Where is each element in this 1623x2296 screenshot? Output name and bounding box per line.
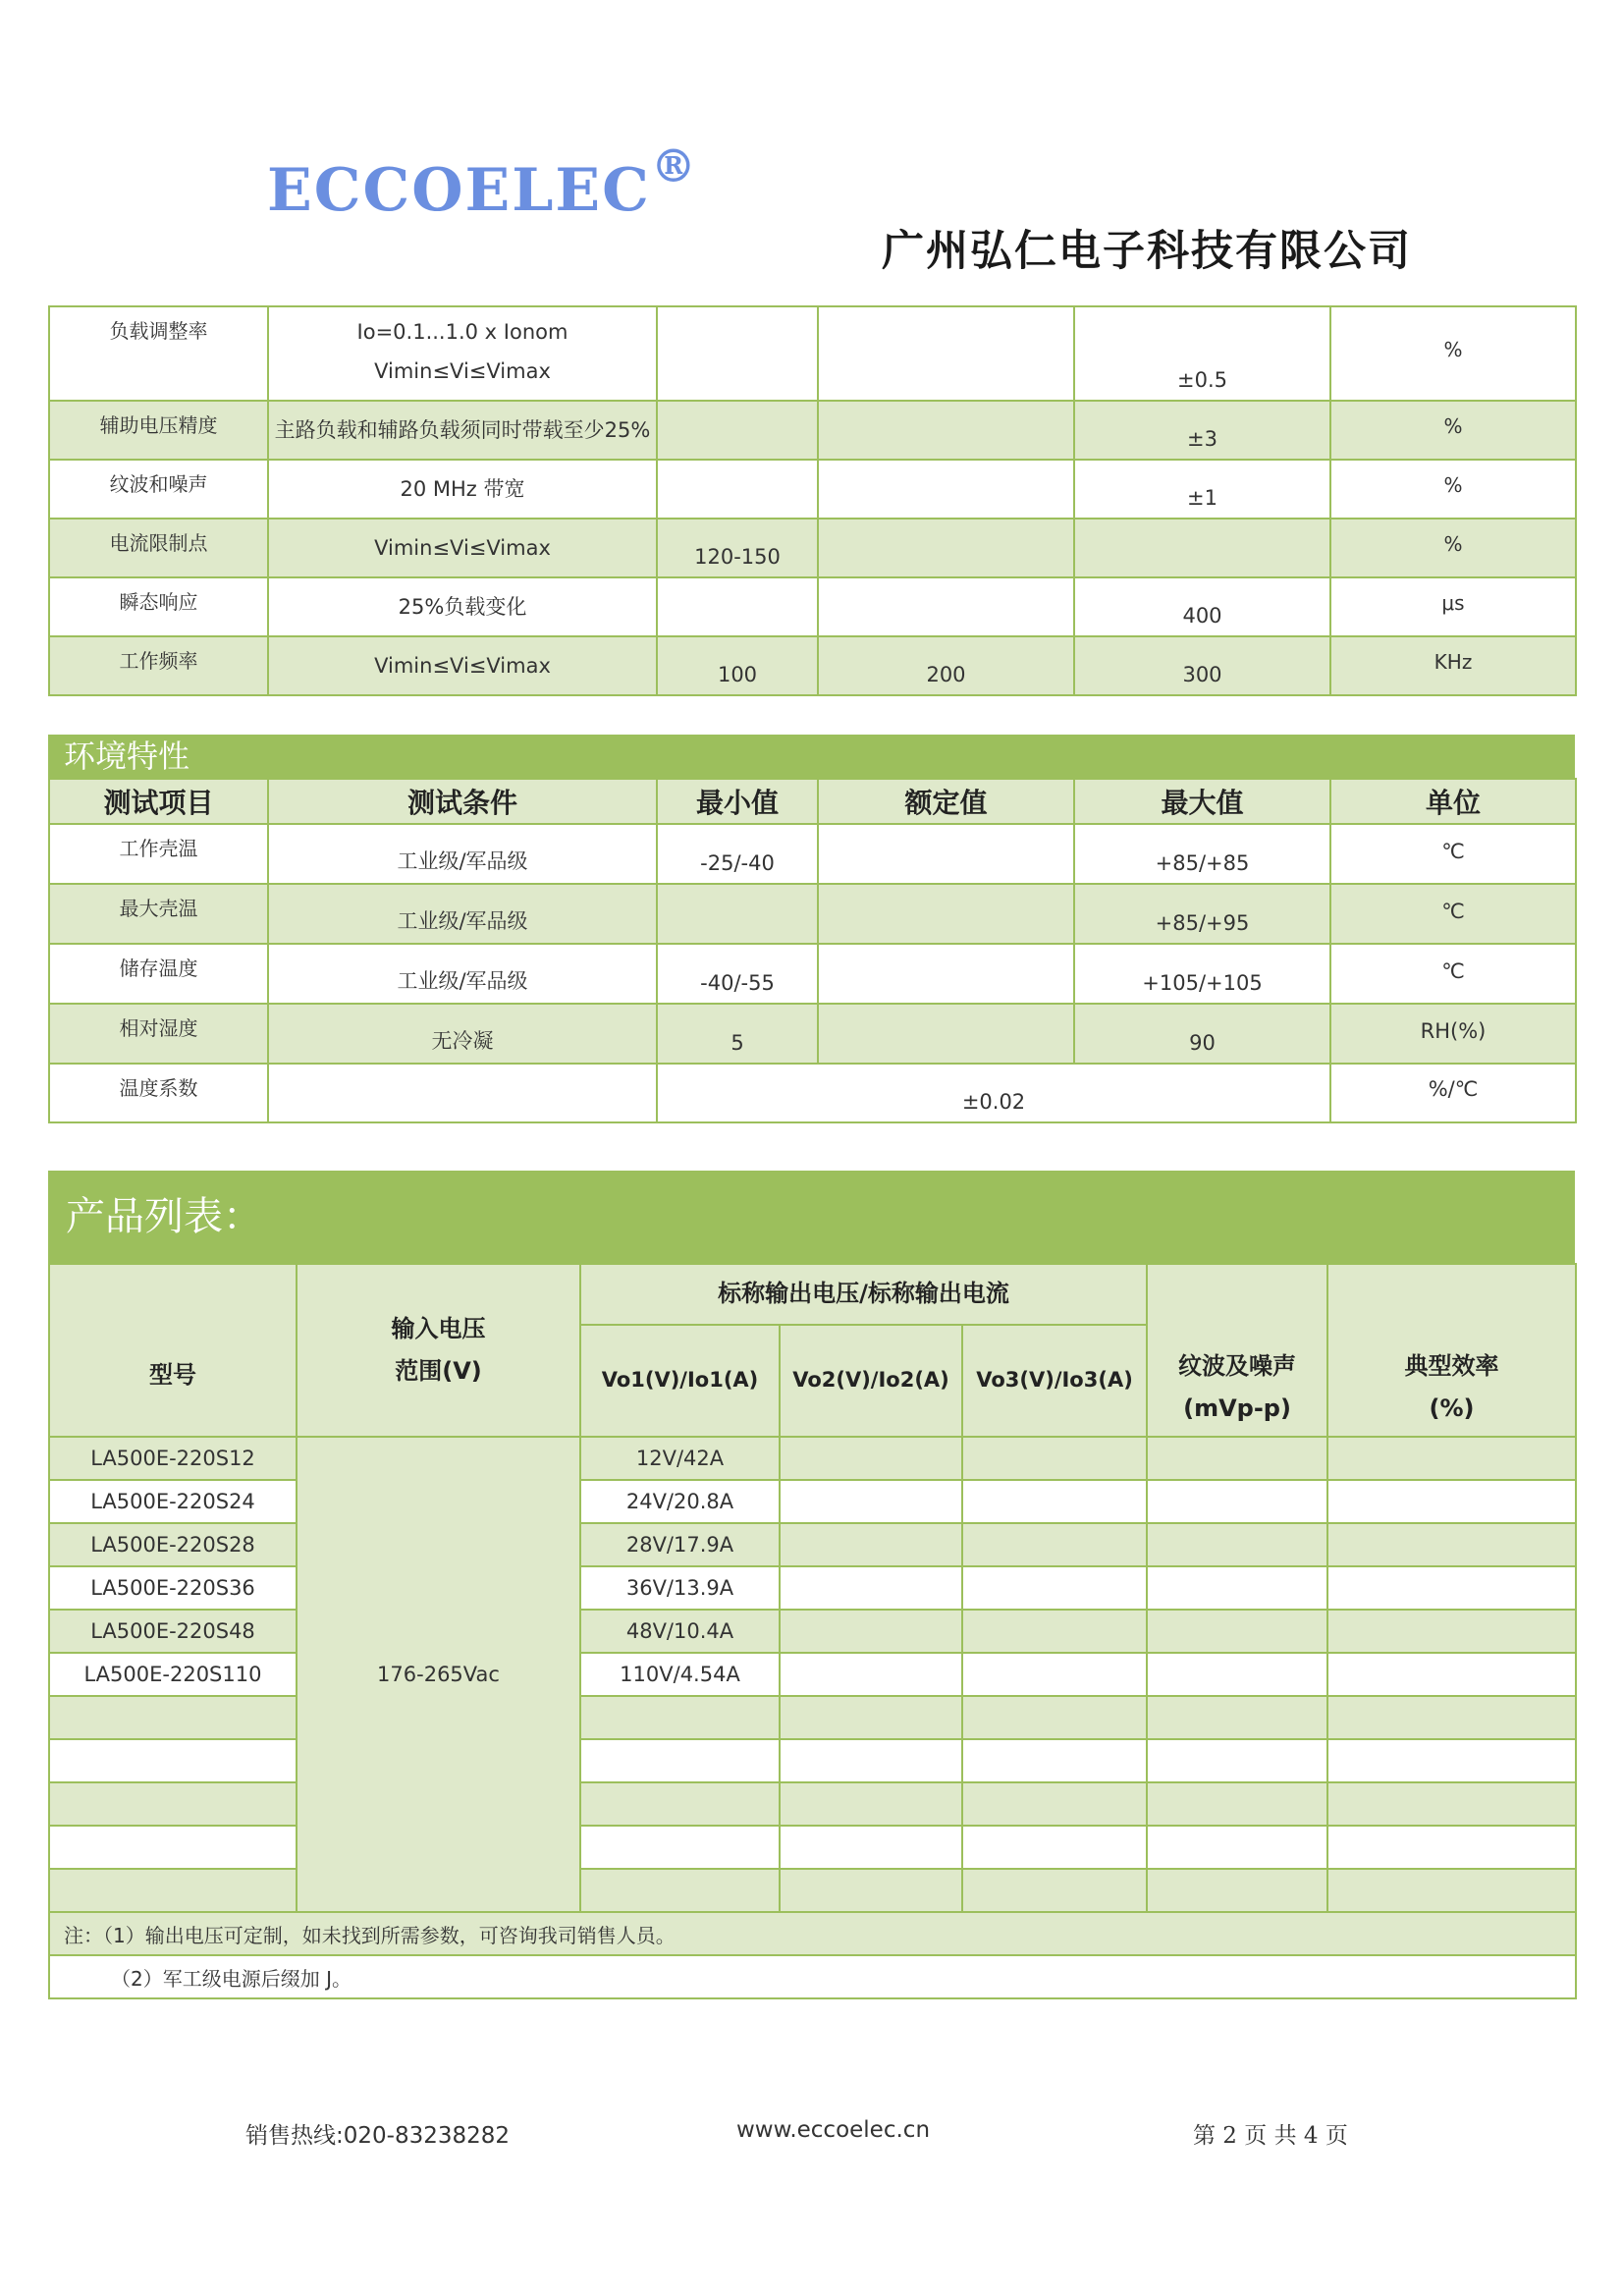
spec-row	[49, 636, 1576, 695]
spec-condition: 25%负载变化	[268, 577, 657, 636]
spec-typ	[818, 306, 1074, 401]
spec-max: ±0.5	[1074, 306, 1330, 401]
header-ripple: 纹波及噪声 (mVp-p)	[1147, 1264, 1327, 1437]
spec-item: 工作频率	[49, 636, 268, 695]
spec-unit: μs	[1330, 577, 1576, 636]
spec-typ: 200	[818, 636, 1074, 695]
env-min: 5	[657, 1004, 818, 1064]
env-cond: 工业级/军品级	[268, 884, 657, 944]
product-vo2	[780, 1437, 962, 1480]
header-output: 标称输出电压/标称输出电流	[580, 1264, 1147, 1325]
env-header: 额定值	[818, 779, 1074, 824]
product-row	[49, 1696, 1576, 1739]
spec-row	[49, 519, 1576, 577]
env-max: +85/+95	[1074, 884, 1330, 944]
env-item: 储存温度	[49, 944, 268, 1004]
product-ripple	[1147, 1696, 1327, 1739]
footer-website[interactable]: www.eccoelec.cn	[736, 2117, 931, 2143]
company-name: 广州弘仁电子科技有限公司	[882, 227, 1412, 276]
env-max: +105/+105	[1074, 944, 1330, 1004]
product-vo3	[962, 1610, 1147, 1653]
product-efficiency	[1327, 1610, 1576, 1653]
header-input-range: 输入电压 范围(V)	[297, 1264, 580, 1437]
product-vo1: 24V/20.8A	[580, 1480, 780, 1523]
product-vo2	[780, 1782, 962, 1826]
product-model	[49, 1826, 297, 1869]
product-vo3	[962, 1480, 1147, 1523]
product-ripple	[1147, 1739, 1327, 1782]
product-vo1	[580, 1869, 780, 1912]
product-vo1: 48V/10.4A	[580, 1610, 780, 1653]
env-typ	[818, 884, 1074, 944]
env-header: 测试项目	[49, 779, 268, 824]
spec-min	[657, 460, 818, 519]
env-row	[49, 884, 1576, 944]
product-model: LA500E-220S12	[49, 1437, 297, 1480]
product-vo1	[580, 1782, 780, 1826]
header-model: 型号	[49, 1264, 297, 1437]
spec-typ	[818, 460, 1074, 519]
env-header: 单位	[1330, 779, 1576, 824]
spec-condition: Vimin≤Vi≤Vimax	[268, 636, 657, 695]
spec-table	[48, 305, 1577, 696]
product-vo2	[780, 1653, 962, 1696]
product-vo1	[580, 1739, 780, 1782]
spec-max: ±3	[1074, 401, 1330, 460]
spec-typ	[818, 401, 1074, 460]
note-row	[49, 1955, 1576, 1998]
note-1: 注：（1）输出电压可定制，如未找到所需参数，可咨询我司销售人员。	[49, 1912, 1576, 1955]
product-vo3	[962, 1523, 1147, 1566]
product-vo2	[780, 1826, 962, 1869]
env-value: ±0.02	[657, 1064, 1330, 1122]
product-vo1: 28V/17.9A	[580, 1523, 780, 1566]
product-row	[49, 1869, 1576, 1912]
env-typ	[818, 1004, 1074, 1064]
env-typ	[818, 824, 1074, 884]
product-efficiency	[1327, 1739, 1576, 1782]
env-row	[49, 1004, 1576, 1064]
product-vo3	[962, 1826, 1147, 1869]
env-cond	[268, 1064, 657, 1122]
product-model: LA500E-220S110	[49, 1653, 297, 1696]
spec-min	[657, 401, 818, 460]
env-max: +85/+85	[1074, 824, 1330, 884]
env-item: 温度系数	[49, 1064, 268, 1122]
product-model	[49, 1739, 297, 1782]
env-row	[49, 1064, 1576, 1122]
product-model: LA500E-220S24	[49, 1480, 297, 1523]
spec-item: 辅助电压精度	[49, 401, 268, 460]
product-ripple	[1147, 1610, 1327, 1653]
product-ripple	[1147, 1437, 1327, 1480]
product-vo2	[780, 1869, 962, 1912]
product-vo2	[780, 1696, 962, 1739]
env-table	[48, 778, 1577, 1123]
spec-condition: 20 MHz 带宽	[268, 460, 657, 519]
env-row	[49, 944, 1576, 1004]
product-vo2	[780, 1523, 962, 1566]
spec-min	[657, 306, 818, 401]
product-efficiency	[1327, 1523, 1576, 1566]
spec-row	[49, 306, 1576, 401]
product-row	[49, 1610, 1576, 1653]
product-model: LA500E-220S36	[49, 1566, 297, 1610]
spec-min	[657, 577, 818, 636]
product-vo2	[780, 1610, 962, 1653]
spec-unit: %	[1330, 519, 1576, 577]
env-min: -25/-40	[657, 824, 818, 884]
product-efficiency	[1327, 1696, 1576, 1739]
spec-max	[1074, 519, 1330, 577]
env-item: 相对湿度	[49, 1004, 268, 1064]
spec-unit: %	[1330, 401, 1576, 460]
header-efficiency: 典型效率 (%)	[1327, 1264, 1576, 1437]
spec-condition: 主路负载和辅路负载须同时带载至少25%	[268, 401, 657, 460]
spec-row	[49, 460, 1576, 519]
product-row	[49, 1653, 1576, 1696]
product-vo1: 110V/4.54A	[580, 1653, 780, 1696]
product-efficiency	[1327, 1782, 1576, 1826]
spec-min: 120-150	[657, 519, 818, 577]
spec-typ	[818, 519, 1074, 577]
env-unit: ℃	[1330, 884, 1576, 944]
product-row	[49, 1826, 1576, 1869]
env-min	[657, 884, 818, 944]
product-row	[49, 1437, 1576, 1480]
env-max: 90	[1074, 1004, 1330, 1064]
env-typ	[818, 944, 1074, 1004]
note-2: （2）军工级电源后缀加 J。	[49, 1955, 1576, 1998]
spec-max: 400	[1074, 577, 1330, 636]
product-ripple	[1147, 1869, 1327, 1912]
product-model: LA500E-220S48	[49, 1610, 297, 1653]
env-cond: 工业级/军品级	[268, 944, 657, 1004]
spec-typ	[818, 577, 1074, 636]
product-row	[49, 1480, 1576, 1523]
product-vo2	[780, 1739, 962, 1782]
spec-item: 负载调整率	[49, 306, 268, 401]
product-efficiency	[1327, 1480, 1576, 1523]
note-row	[49, 1912, 1576, 1955]
product-row	[49, 1523, 1576, 1566]
env-unit: ℃	[1330, 824, 1576, 884]
header-vo3: Vo3(V)/Io3(A)	[962, 1325, 1147, 1437]
product-vo3	[962, 1696, 1147, 1739]
product-section-title: 产品列表：	[48, 1171, 1575, 1263]
spec-row	[49, 401, 1576, 460]
product-ripple	[1147, 1653, 1327, 1696]
spec-item: 瞬态响应	[49, 577, 268, 636]
env-cond: 无冷凝	[268, 1004, 657, 1064]
product-efficiency	[1327, 1437, 1576, 1480]
product-vo2	[780, 1566, 962, 1610]
spec-unit: %	[1330, 306, 1576, 401]
spec-unit: %	[1330, 460, 1576, 519]
product-row	[49, 1739, 1576, 1782]
spec-condition: Vimin≤Vi≤Vimax	[268, 519, 657, 577]
product-efficiency	[1327, 1826, 1576, 1869]
env-min: -40/-55	[657, 944, 818, 1004]
product-ripple	[1147, 1566, 1327, 1610]
product-vo1	[580, 1826, 780, 1869]
env-item: 最大壳温	[49, 884, 268, 944]
product-vo3	[962, 1437, 1147, 1480]
spec-min: 100	[657, 636, 818, 695]
header-vo1: Vo1(V)/Io1(A)	[580, 1325, 780, 1437]
spec-item: 电流限制点	[49, 519, 268, 577]
env-row	[49, 824, 1576, 884]
product-row	[49, 1566, 1576, 1610]
product-vo3	[962, 1782, 1147, 1826]
product-vo1	[580, 1696, 780, 1739]
product-ripple	[1147, 1826, 1327, 1869]
env-header: 最小值	[657, 779, 818, 824]
product-ripple	[1147, 1782, 1327, 1826]
spec-item: 纹波和噪声	[49, 460, 268, 519]
product-vo2	[780, 1480, 962, 1523]
product-model: LA500E-220S28	[49, 1523, 297, 1566]
footer-page: 第 2 页 共 4 页	[1193, 2123, 1348, 2149]
env-header: 测试条件	[268, 779, 657, 824]
spec-row	[49, 577, 1576, 636]
product-efficiency	[1327, 1653, 1576, 1696]
product-vo1: 12V/42A	[580, 1437, 780, 1480]
header-vo2: Vo2(V)/Io2(A)	[780, 1325, 962, 1437]
product-vo3	[962, 1566, 1147, 1610]
product-efficiency	[1327, 1869, 1576, 1912]
product-efficiency	[1327, 1566, 1576, 1610]
product-vo1: 36V/13.9A	[580, 1566, 780, 1610]
product-model	[49, 1696, 297, 1739]
spec-unit: KHz	[1330, 636, 1576, 695]
product-table	[48, 1263, 1577, 1999]
product-vo3	[962, 1739, 1147, 1782]
spec-max: 300	[1074, 636, 1330, 695]
product-vo3	[962, 1869, 1147, 1912]
env-header: 最大值	[1074, 779, 1330, 824]
spec-max: ±1	[1074, 460, 1330, 519]
env-unit: ℃	[1330, 944, 1576, 1004]
spec-condition: Io=0.1...1.0 x Ionom Vimin≤Vi≤Vimax	[268, 306, 657, 401]
product-vo3	[962, 1653, 1147, 1696]
product-ripple	[1147, 1523, 1327, 1566]
env-unit: %/℃	[1330, 1064, 1576, 1122]
env-item: 工作壳温	[49, 824, 268, 884]
product-row	[49, 1782, 1576, 1826]
env-unit: RH(%)	[1330, 1004, 1576, 1064]
company-logo: ECCOELEC®	[267, 139, 698, 225]
footer-hotline: 销售热线:020-83238282	[245, 2123, 511, 2149]
product-model	[49, 1869, 297, 1912]
env-cond: 工业级/军品级	[268, 824, 657, 884]
product-model	[49, 1782, 297, 1826]
product-input-range: 176-265Vac	[297, 1437, 580, 1912]
product-ripple	[1147, 1480, 1327, 1523]
env-section-title: 环境特性	[48, 735, 1575, 778]
